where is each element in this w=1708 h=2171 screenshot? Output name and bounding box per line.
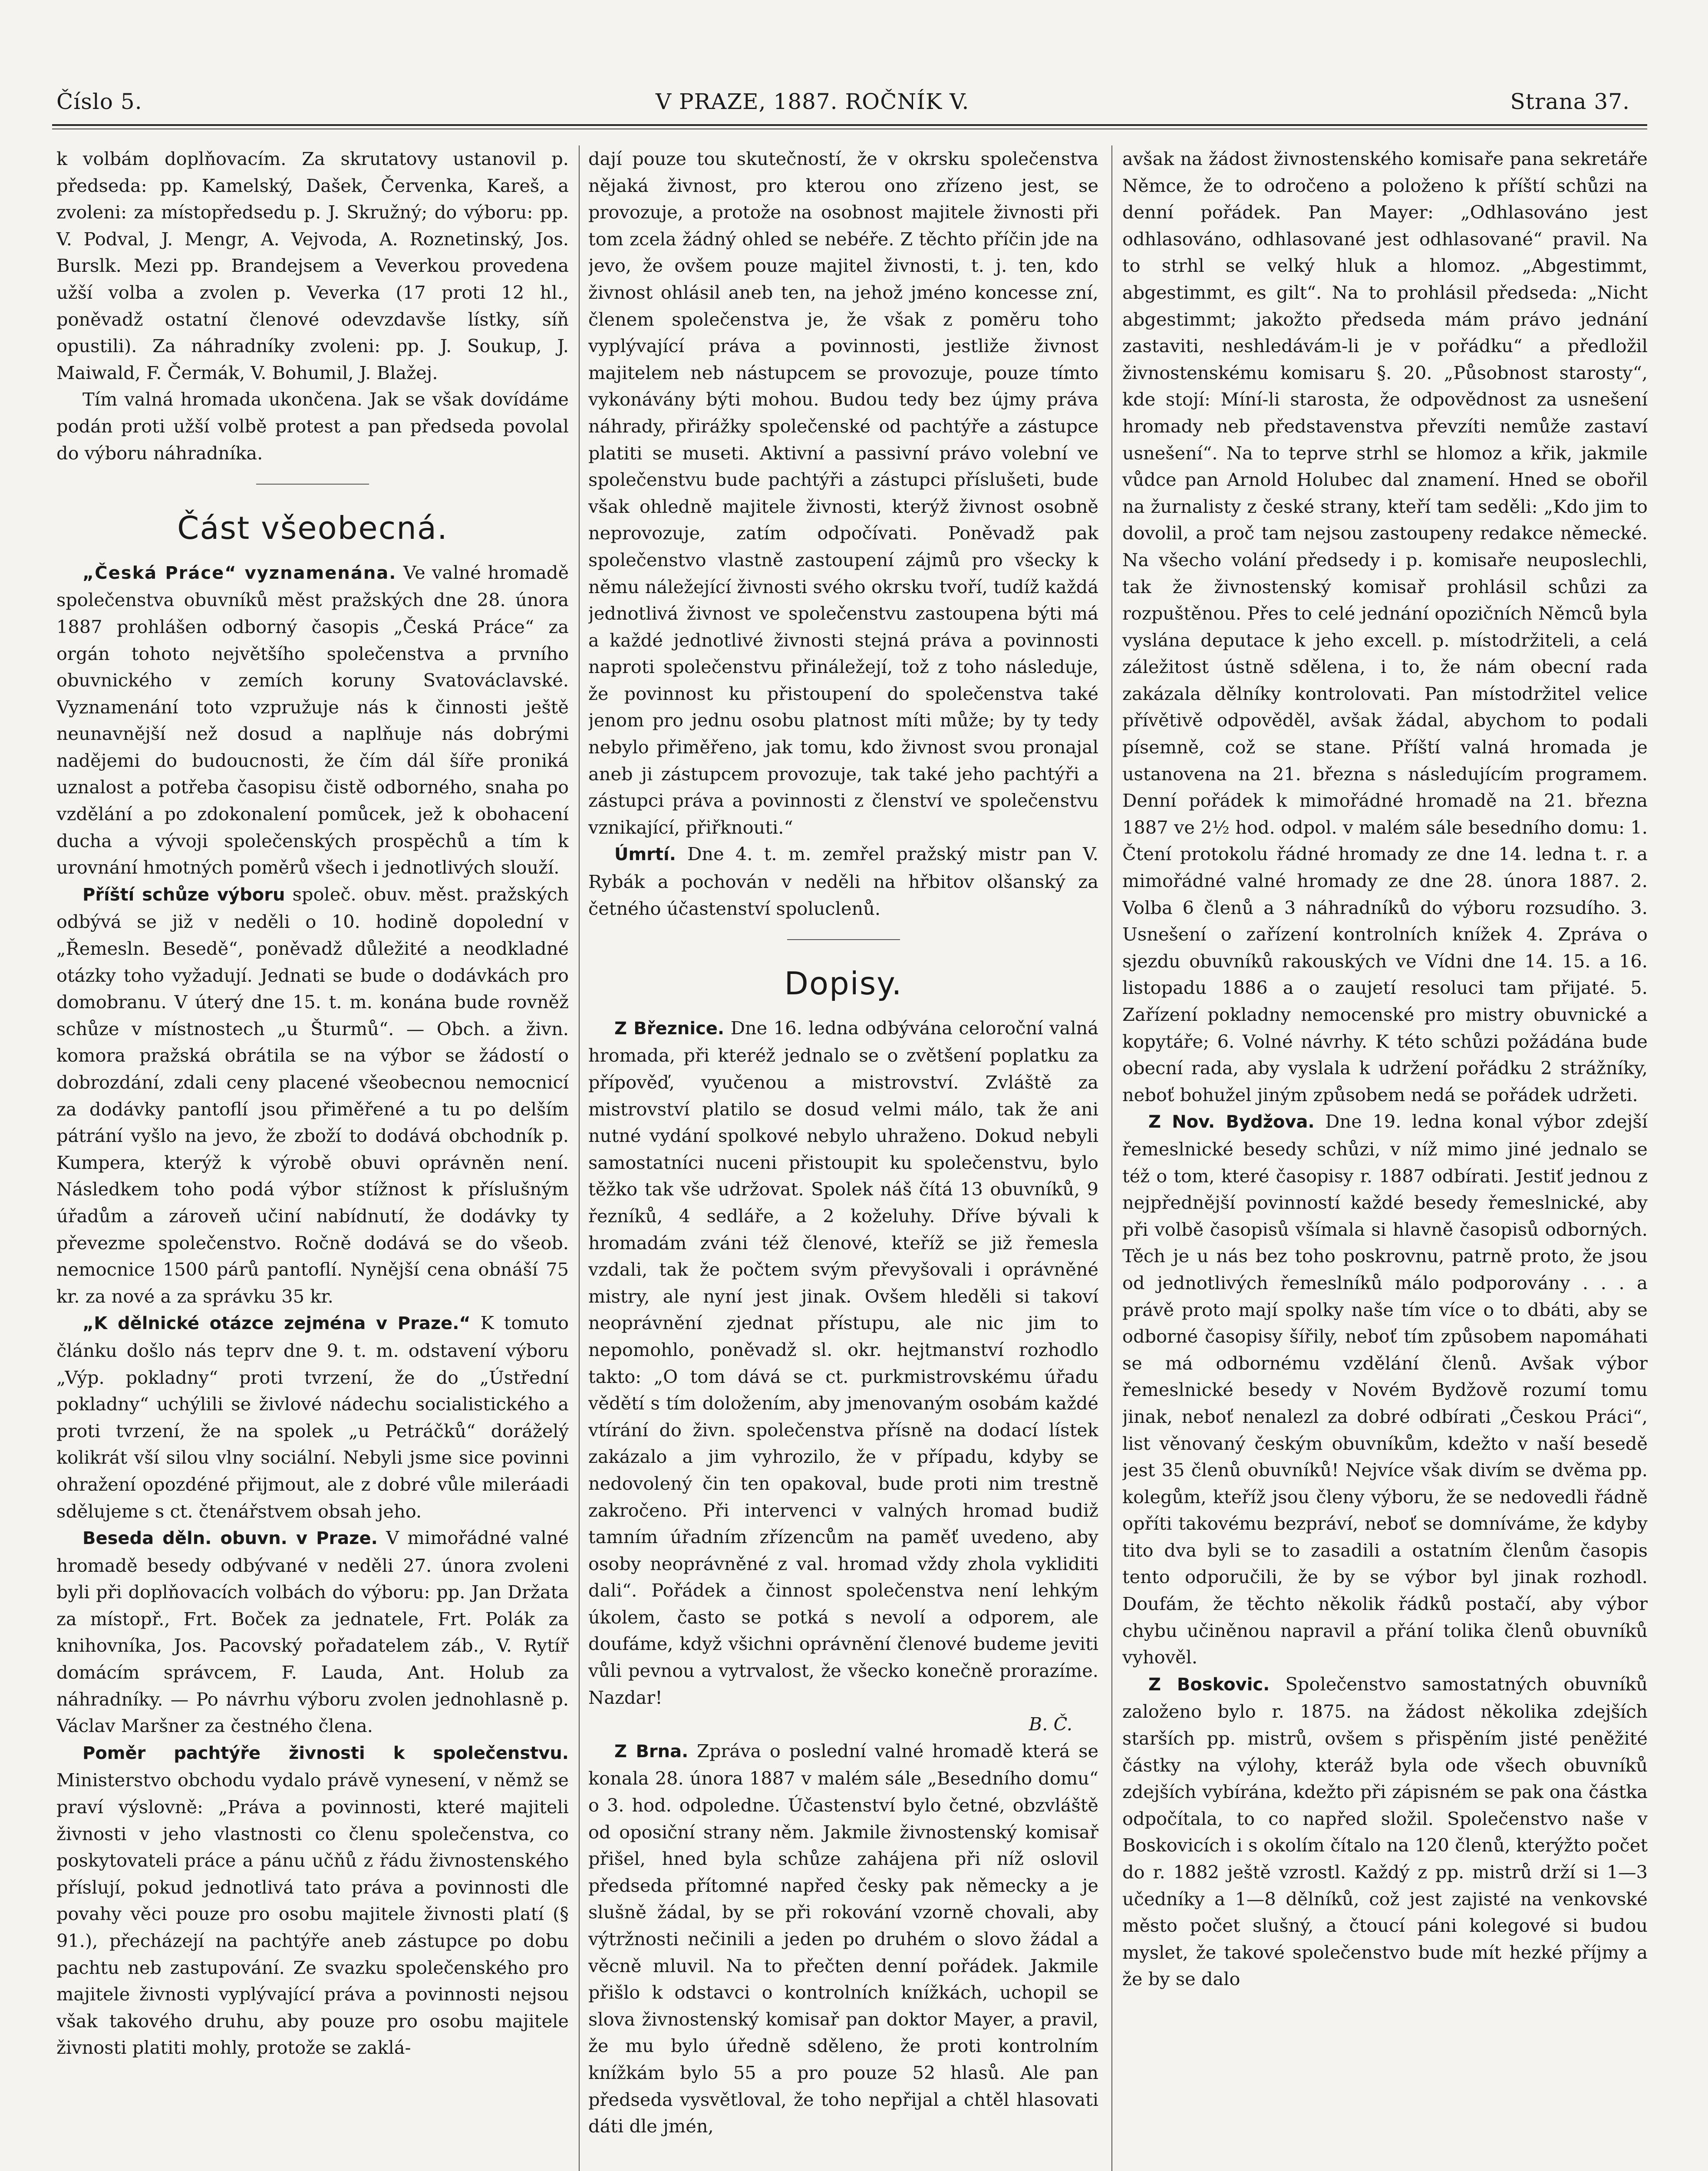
letter-nov-bydzov <box>1122 1108 1648 1670</box>
article-heading: Beseda děln. obuvn. v Praze. <box>82 1528 378 1549</box>
article-ceska-prace <box>56 559 569 881</box>
letter-body: Dne 16. ledna odbývána celoroční valná hromada, při kteréž jednalo se o zvětšení poplatku za přípověď, vyučenou a mistrovství. Zvláště za mistrovství platilo se dosud velmi málo, tak že ani nutné vydání spolkové nebylo uhraženo. Dokud nebyli samostatníci nuceni přistoupit ku společenstvu, bylo těžko tak vše udržovat. Spolek náš čítá 13 obuvníků, 9 řezníků, 4 sedláře, a 2 koželuhy. Dříve bývali k hromadám zváni též členové, kteříž se již řemesla vzdali, tak že počtem svým převyšovali i oprávněné mistry, ale nyní jest jinak. Ovšem hleděli si takoví neoprávnění zjednat přístupu, ale nic jim to nepomohlo, poněvadž sl. okr. hejtmanství rozhodlo takto: „O tom dává se ct. purkmistrovskému úřadu vědětí s tím doložením, aby jmenovaným osobám každé vtírání do živn. společenstva přísně na dodací lístek zakázalo a jim vyhrozilo, že v případu, kdyby se nedovolený čin ten opakoval, bude proti nim trestně zakročeno. Při intervenci v valných hromad budiž tamním úřadním zřízencům na paměť uvedeno, aby osoby neoprávněné z val. hromad vždy zhola vykliditi dali“. Pořádek a činnost společenstva není lehkým úkolem, často se potká s nevolí a odporem, ale doufáme, když všichni oprávnění členové budeme jeviti vůli pevnou a vytrvalost, že všecko konečně prorazíme. Nazdar! <box>588 1017 1098 1708</box>
column-2 <box>588 145 1098 2171</box>
letter-heading: Z Nov. Bydžova. <box>1148 1112 1315 1132</box>
article-pristi-schuze <box>56 881 569 1310</box>
meeting-closing-paragraph: Tím valná hromada ukončena. Jak se však dovídáme podán proti užší volbě protest a pan předseda povolal do výboru náhradníka. <box>56 389 569 464</box>
article-heading: Příští schůze výboru <box>82 884 285 905</box>
article-heading: Úmrtí. <box>614 845 676 865</box>
letter-heading: Z Březnice. <box>614 1018 725 1039</box>
section-title-letters: Dopisy. <box>784 965 903 1002</box>
article-umrti <box>588 841 1098 922</box>
page-number: Strana 37. <box>1510 89 1630 114</box>
letter-brna <box>588 1738 1098 2140</box>
article-heading: „K dělnické otázce zejména v Praze.“ <box>82 1313 471 1334</box>
letter-boskovic <box>1122 1671 1648 1993</box>
article-pomer-pachtyre <box>56 1739 569 2061</box>
letter-continuation: avšak na žádost živnostenského komisaře pana sekretáře Němce, že to odročeno a položeno k příští schůzi na denní pořádek. Pan Mayer: „Odhlasováno jest odhlasováno, odhlasované jest odhlasované“ pravil. Na to strhl se velký hluk a hlomoz. „Abgestimmt, abgestimmt, es gilt“. Na to prohlásil předseda: „Nicht abgestimmt; jakožto předseda mám právo jednání zastaviti, neshledávám-li je v pořádku“ a předložil živnostenskému komisaru §. 20. „Působnost starosty“, kde stojí: Míní-li starosta, že odpovědnost za usnešení hromady neb představenstva převzíti nemůže zastaví usnešení“. Na to teprve strhl se hlomoz a křik, jakmile vůdce pan Arnold Holubec dal znamení. Hned se obořil na žurnalisty z české strany, kteří tam seděli: „Kdo jim to dovolil, a proč tam nejsou zastoupeny redakce německé. Na všecho volání předsedy i p. komisaře neuposlechli, tak že živnostenský komisař prohlásil schůzi za rozpuštěnou. Přes to celé jednání opozičních Němců byla vyslána deputace k jeho excell. p. místodržiteli, a celá záležitost ústně sdělena, i to, že nám obecní rada zakázala dělníky kontrolovati. Pan místodržitel velice přívětivě odpověděl, avšak žádal, abychom to podali písemně, což se stane. Příští valná hromada je ustanovena na 21. března s následujícím programem. Denní pořádek k mimořádné hromadě na 21. března 1887 ve 2½ hod. odpol. v malém sále besedního domu: 1. Čtení protokolu řádné hromady ze dne 14. ledna t. r. a mimořádné valné hromady ze dne 28. února 1887. 2. Volba 6 členů a 3 náhradníků do výboru rozsudího. 3. Usnešení o zařízení kontrolních knížek 4. Zpráva o sjezdu obuvníků rakouských ve Vídni dne 14. 15. a 16. listopadu 1886 a o zaujetí resoluci tam přijaté. 5. Zařízení pokladny nemocenské pro mistry obuvnické a kopytáře; 6. Volné návrhy. K této schůzi požádána bude obecní rada, aby vyslala k udržení pořádku 2 strážníky, neboť bohužel jiným způsobem nedá se pořádek udržeti. <box>1122 148 1648 1105</box>
letter-body: Společenstvo samostatných obuvníků založeno bylo r. 1875. na žádost několika zdejších starších pp. mistrů, ovšem s přispěním jisté peněžité částky na výlohy, kteráž byla ode všech obuvníků zdejších vybírána, kdežto při zápisném se pak ona částka odpočítala, to co napřed složil. Společenstvo naše v Boskovicích i s okolím čítalo na 120 členů, kterýžto počet do r. 1882 ještě vzrostl. Každý z pp. mistrů drží si 1—3 učedníky a 1—8 dělníků, což jest zajisté na venkovské město počet slušný, a čtoucí páni kolegové si budou myslet, že takové společenstvo bude mít hezké příjmy a že by se dalo <box>1122 1673 1648 1990</box>
letter-heading: Z Brna. <box>614 1741 689 1762</box>
article-body: Ve valné hromadě společenstva obuvníků měst pražských dne 28. února 1887 prohlášen odborný časopis „Česká Práce“ za orgán tohoto největšího společenstva a prvního obuvnického v zemích koruny Svatováclavské. Vyznamenání toto vzpružuje nás k činnosti ještě neunavnější než dosud a naplňuje nás dobrými nadějemi do budoucnosti, že čím dál šíře proniká uznalost a potřeba časopisu čistě odborného, snaha po vzdělání a po zdokonalení pomůcek, jež k obohacení ducha a vývoji společenských prospěchů a tím k urovnání hmotných poměrů všech i jednotlivých slouží. <box>56 561 569 878</box>
letter-body: Zpráva o poslední valné hromadě která se konala 28. února 1887 v malém sále „Besedního domu“ o 3. hod. odpoledne. Účastenství bylo četné, obzvláště od oposiční strany něm. Jakmile živnostenský komisař přišel, hned byla schůze zahájena při níž oslovil předseda přítomné napřed česky pak německy a je slušně žádal, by se při rokování vzorně chovali, aby výtržnosti nečinili a jeden po druhém o slovo žádal a věcně mluvil. Na to přečten denní pořádek. Jakmile přišlo k odstavci o kontrolních knížkách, uchopil se slova živnostenský komisař pan doktor Mayer, a pravil, že mu bylo úředně sděleno, že proti kontrolním knížkám bylo 55 a pro pouze 52 hlasů. Ale pan předseda vysvětloval, že toho nepřijal a chtěl hlasovati dáti dle jmén, <box>588 1740 1098 2137</box>
article-body: V mimořádné valné hromadě besedy odbývané v neděli 27. února zvoleni byli při doplňovacích volbách do výboru: pp. Jan Držata za místopř., Frt. Boček za jednatele, Frt. Polák za knihovníka, Jos. Pacovský pořadatelem záb., V. Rytíř domácím správcem, F. Lauda, Ant. Holub za náhradníky. — Po návrhu výboru zvolen jednohlasně p. Václav Maršner za čestného člena. <box>56 1527 569 1737</box>
letter-breznice <box>588 1015 1098 1711</box>
letter-body: Dne 19. ledna konal výbor zdejší řemeslnické besedy schůzi, v níž mimo jiné jednalo se též o tom, které časopisy r. 1887 odbírati. Jestiť jednou z nejpřednější povinností každé besedy řemeslnické, aby při volbě časopisů všímala si hlavně časopisů odborných. Těch je u nás bez toho poskrovnu, patrně proto, že jsou od jednotlivých řemeslníků málo podporovány . . . a právě proto mají spolky naše tím více o to dbáti, aby se odborné časopisy šířily, neboť tím způsobem napomáhati se má odbornému vzdělání členů. Avšak výbor řemeslnické besedy v Novém Bydžově rozumí tomu jinak, neboť nenalezl za dobré odbírati „Českou Práci“, list věnovaný českým obuvníkům, kdežto v naší besedě jest 35 členů obuvníků! Nejvíce však divím se dvěma pp. kolegům, kteříž jsou členy výboru, že se nedovedli řádně opříti takovému bezpráví, neboť se domníváme, že kdyby tito dva byli se to zasadili a ostatním členům časopis tento odporučili, že by se výbor byl jinak rozhodl. Doufám, že těchto několik řádků postačí, aby výbor chybu učiněnou napravil a přání tolika členů obuvníků vyhověl. <box>1122 1111 1648 1668</box>
article-body: K tomuto článku došlo nás teprv dne 9. t. m. odstavení výboru „Výp. pokladny“ proti tvrzení, že do „Ústřední pokladny“ uchýlili se živlové nádechu socialistického a proti tvrzení, že na spolek „u Petráčků“ doráželý kolikrát vší silou vlny sociální. Nebyli jsme sice povinni ohražení opozdéné přijmout, ale z dobré vůle mileráadi sdělujeme s ct. čtenářstvem obsah jeho. <box>56 1312 569 1522</box>
section-separator <box>787 939 900 940</box>
page-header <box>56 89 1630 119</box>
article-beseda <box>56 1524 569 1739</box>
article-body: Dne 4. t. m. zemřel pražský mistr pan V. Rybák a pochován v neděli na hřbitov olšanský za četného účastenství spoluclenů. <box>588 843 1098 919</box>
letter-signature: B. Č. <box>1029 1713 1072 1735</box>
issue-number: Číslo 5. <box>56 89 142 114</box>
column-1 <box>56 145 569 2171</box>
article-delnicke-otazce <box>56 1310 569 1524</box>
article-body: Ministerstvo obchodu vydalo právě vynesení, v němž se praví výslovně: „Práva a povinnosti, které majiteli živnosti v jeho vlastnosti co členu společenstva, co poskytovateli práce a pánu učňů z řádu živnostenského příslují, pokud jednotlivá tato práva a povinnosti dle povahy věci pouze pro osobu majitele živnosti platí (§ 91.), přecházejí na pachtýře aneb zástupce po dobu pachtu neb zastupování. Ze svazku společenského pro majitele živnosti vyplývající práva a povinnosti nejsou však takového druhu, aby pouze pro osobu majitele živnosti platiti mohly, protože se zaklá- <box>56 1769 569 2059</box>
election-report-paragraph: k volbám doplňovacím. Za skrutatovy ustanovil p. předseda: pp. Kamelský, Dašek, Červenka, Kareš, a zvoleni: za místopředsedu p. J. Skružný; do výboru: pp. V. Podval, J. Mengr, A. Vejvoda, A. Roznetinský, Jos. Burslk. Mezi pp. Brandejsem a Veverkou provedena užší volba a zvolen p. Veverka (17 proti 12 hl., poněvadž ostatní členové odevzdavše lístky, síň opustili). Za náhradníky zvoleni: pp. J. Soukup, J. Maiwald, F. Čermák, V. Bohumil, J. Blažej. <box>56 148 569 383</box>
column-divider <box>1111 145 1112 2171</box>
section-title-general: Část všeobecná. <box>177 510 448 547</box>
masthead-title: V PRAZE, 1887. ROČNÍK V. <box>656 89 969 114</box>
article-body: společ. obuv. měst. pražských odbývá se již v neděli o 10. hodině dopolední v „Řemesln. Besedě“, poněvadž důležité a neodkladné otázky toho vyžadují. Jednati se bude o dodávkách pro domobranu. V úterý dne 15. t. m. konána bude rovněž schůze v místnostech „u Šturmů“. — Obch. a živn. komora pražská obrátila se na výbor se žádostí o dobrozdání, zdali ceny placené všeobecnou nemocnicí za dodávky pantoflí jsou přiměřené a tu po delším pátrání vyšlo na jevo, že zboží to dodává obchodník p. Kumpera, kterýž k výrobě obuvi oprávněn není. Následkem toho podá výbor stížnost k příslušným úřadům a zároveň učiní nabídnutí, že dodávky ty převezme společenstvo. Ročně dodává se do všeob. nemocnice 1500 párů pantoflí. Nynější cena obnáší 75 kr. za nové a za správku 35 kr. <box>56 883 569 1307</box>
section-separator <box>256 484 369 485</box>
article-continuation: dají pouze tou skutečností, že v okrsku společenstva nějaká živnost, pro kterou ono zřízeno jest, se provozuje, a protože na osobnost majitele živnosti při tom zcela žádný ohled se nebéře. Z těchto příčin jde na jevo, že ovšem pouze majitel živnosti, t. j. ten, kdo živnost ohlásil aneb ten, na jehož jméno koncesse zní, členem společenstva je, že však z poměru toho vyplývající práva a povinnosti, jestliže živnost majitelem neb nástupcem se provozuje, pouze tímto vykonávány býti mohou. Budou tedy bez újmy práva náhrady, přirážky společenské od pachtýře a zástupce platiti se museti. Aktivní a passivní právo volební ve společenstvu bude pachtýři a zástupci příslušeti, bude však ohledně majitele živnosti, kterýž živnost osobně neprovozuje, zatím odpočívati. Poněvadž pak společenstvo vlastně zastoupení zájmů pro všecky k němu náležející živnosti svého okrsku tvoří, tudíž každá jednotlivá živnost ve společenstvu zastoupena býti má a každé jednotlivé živnosti stejná práva a povinnosti naproti společenstvu přináležejí, tož z toho následuje, že povinnost ku přistoupení do společenstva také jenom pro jednu osobu platnost míti může; by ty tedy nebylo přiměřeno, jak tomu, kdo živnost svou pronajal aneb ji zástupcem provozuje, tak také jeho pachtýři a zástupci práva a povinnosti z členství ve společenstvu vznikající, přiřknouti.“ <box>588 148 1098 838</box>
article-heading: Poměr pachtýře živnosti k společenstvu. <box>82 1743 569 1763</box>
letter-heading: Z Boskovic. <box>1148 1674 1270 1695</box>
article-heading: „Česká Práce“ vyznamenána. <box>82 563 397 583</box>
column-divider <box>579 145 580 2171</box>
header-rule <box>52 124 1647 126</box>
column-3 <box>1122 145 1648 2171</box>
